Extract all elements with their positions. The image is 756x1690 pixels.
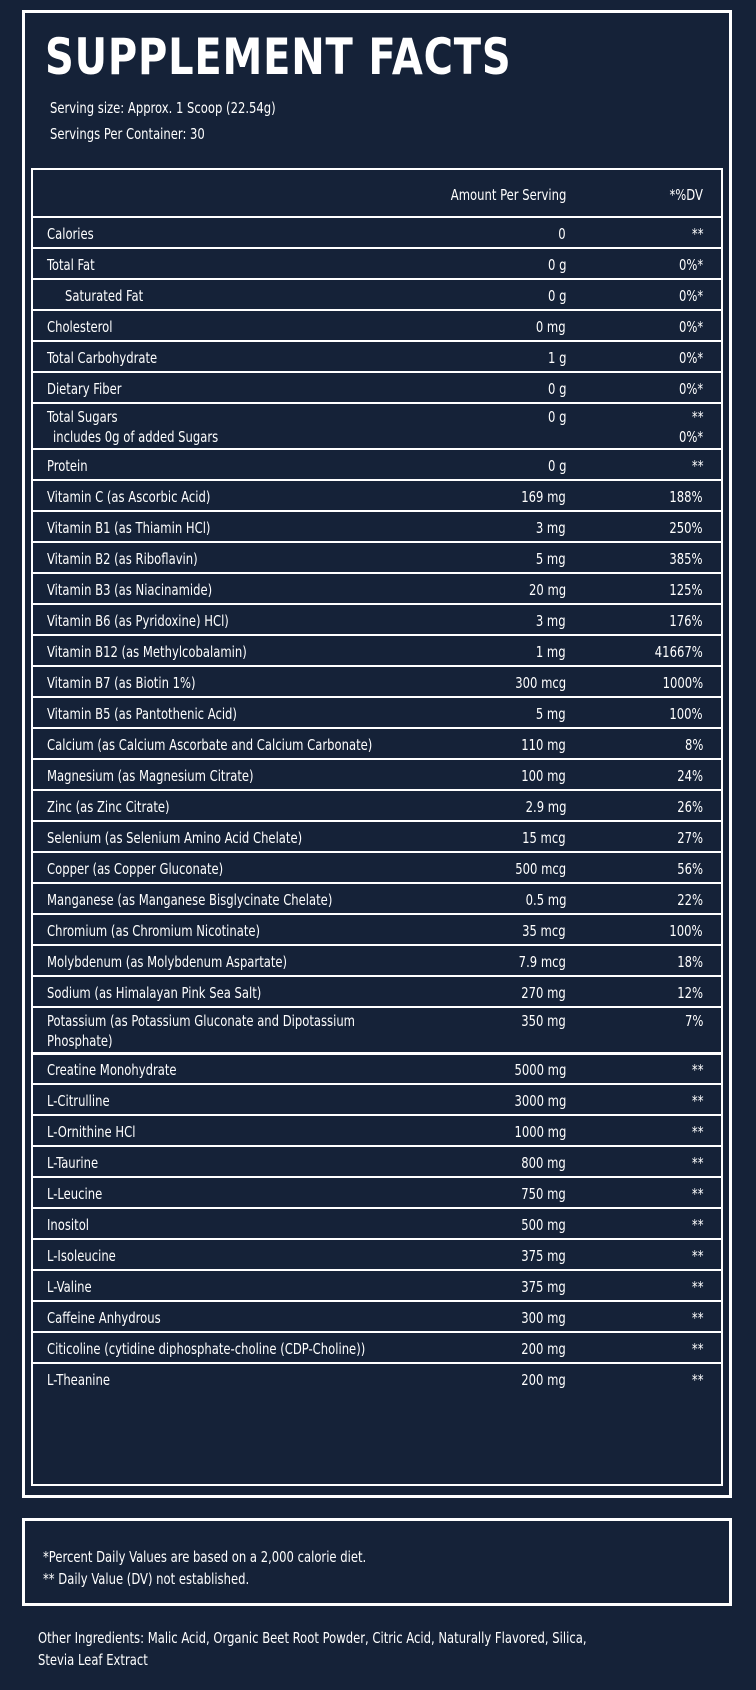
table-row [33, 311, 721, 342]
row-dv: 1000% [662, 674, 703, 692]
other-ingredients-line-2: Stevia Leaf Extract [38, 1651, 148, 1669]
panel-title: SUPPLEMENT FACTS [45, 28, 512, 86]
row-dv: ** [691, 1247, 703, 1265]
row-amount: 300 mg [521, 1309, 566, 1327]
table-row [33, 791, 721, 822]
row-amount: 110 mg [521, 736, 566, 754]
row-amount: 2.9 mg [525, 798, 566, 816]
table-row [33, 1116, 721, 1147]
row-name: Magnesium (as Magnesium Citrate) [47, 767, 254, 785]
header-dv: *%DV [669, 186, 703, 204]
row-dv: ** [691, 1185, 703, 1203]
row-sub-name: includes 0g of added Sugars [53, 428, 219, 446]
row-name: Manganese (as Manganese Bisglycinate Chelate) [47, 891, 333, 909]
row-amount: 375 mg [521, 1278, 566, 1296]
row-name: Dietary Fiber [47, 380, 122, 398]
table-row [33, 481, 721, 512]
table-row [33, 853, 721, 884]
row-amount: 800 mg [521, 1154, 566, 1172]
table-row [33, 342, 721, 373]
row-name: Calories [47, 225, 94, 243]
row-name: L-Isoleucine [47, 1247, 116, 1265]
row-dv: 26% [677, 798, 703, 816]
row-amount: 300 mcg [515, 674, 566, 692]
row-name: L-Leucine [47, 1185, 103, 1203]
table-row [33, 822, 721, 853]
row-name: Vitamin B1 (as Thiamin HCl) [47, 519, 211, 537]
row-amount: 1 mg [536, 643, 566, 661]
row-amount: 350 mg [521, 1012, 566, 1030]
row-amount: 270 mg [521, 984, 566, 1002]
row-name: Total Fat [47, 256, 95, 274]
row-amount: 3 mg [536, 612, 566, 630]
row-dv: 250% [669, 519, 703, 537]
row-dv: ** [691, 457, 703, 475]
row-dv: ** [691, 1278, 703, 1296]
row-dv: 100% [669, 922, 703, 940]
other-ingredients-line-1: Other Ingredients: Malic Acid, Organic Beet Root Powder, Citric Acid, Naturally Flavored, Silica, [38, 1629, 587, 1647]
row-name: Protein [47, 457, 88, 475]
row-amount: 5000 mg [514, 1061, 566, 1079]
table-row [33, 1085, 721, 1116]
row-amount: 20 mg [528, 581, 566, 599]
row-name: Inositol [47, 1216, 90, 1234]
table-row [33, 946, 721, 977]
row-dv: ** [691, 225, 703, 243]
row-dv: 125% [669, 581, 703, 599]
row-dv: 176% [669, 612, 703, 630]
table-row [33, 1008, 721, 1055]
row-amount: 100 mg [521, 767, 566, 785]
row-name: Potassium (as Potassium Gluconate and Dipotassium [47, 1012, 356, 1030]
row-dv: ** [691, 1061, 703, 1079]
row-dv: 385% [669, 550, 703, 568]
row-amount: 0 g [547, 287, 566, 305]
row-dv: ** [691, 1371, 703, 1389]
row-amount: 3 mg [536, 519, 566, 537]
footnote-dv-basis: *Percent Daily Values are based on a 2,000 calorie diet. [43, 1548, 367, 1566]
row-name: Vitamin C (as Ascorbic Acid) [47, 488, 211, 506]
table-row [33, 977, 721, 1008]
row-name: Vitamin B3 (as Niacinamide) [47, 581, 213, 599]
row-amount: 1000 mg [514, 1123, 566, 1141]
row-name: Caffeine Anhydrous [47, 1309, 161, 1327]
row-dv: 24% [677, 767, 703, 785]
row-name: Vitamin B6 (as Pyridoxine) HCl) [47, 612, 229, 630]
row-amount: 0 g [547, 256, 566, 274]
row-name: L-Theanine [47, 1371, 111, 1389]
row-dv: 41667% [655, 643, 703, 661]
row-amount: 5 mg [536, 705, 566, 723]
header-amount: Amount Per Serving [450, 186, 566, 204]
row-dv: 8% [684, 736, 703, 754]
table-row [33, 450, 721, 481]
row-dv: 0%* [678, 349, 703, 367]
serving-size: Serving size: Approx. 1 Scoop (22.54g) [50, 99, 276, 117]
table-row [33, 760, 721, 791]
row-name: Copper (as Copper Gluconate) [47, 860, 224, 878]
row-dv: ** [691, 408, 703, 426]
row-dv: ** [691, 1154, 703, 1172]
row-name: L-Valine [47, 1278, 92, 1296]
row-amount: 35 mcg [522, 922, 566, 940]
table-row [33, 1178, 721, 1209]
servings-per-container: Servings Per Container: 30 [50, 125, 205, 143]
row-dv: 100% [669, 705, 703, 723]
row-amount: 15 mcg [522, 829, 566, 847]
table-row [33, 1209, 721, 1240]
table-row [33, 1333, 721, 1364]
row-name: Vitamin B5 (as Pantothenic Acid) [47, 705, 237, 723]
row-dv: 0%* [678, 287, 703, 305]
row-amount: 0 g [547, 380, 566, 398]
row-dv: ** [691, 1092, 703, 1110]
row-amount: 0 g [547, 457, 566, 475]
table-header [33, 170, 721, 218]
row-name: Vitamin B7 (as Biotin 1%) [47, 674, 196, 692]
row-dv: 0%* [678, 380, 703, 398]
row-name: Saturated Fat [65, 287, 144, 305]
facts-table [31, 168, 723, 1486]
row-dv: 0%* [678, 318, 703, 336]
row-amount: 200 mg [521, 1371, 566, 1389]
row-amount: 0 mg [536, 318, 566, 336]
row-amount: 0.5 mg [525, 891, 566, 909]
table-row [33, 915, 721, 946]
table-row [33, 636, 721, 667]
table-row [33, 404, 721, 450]
supplement-facts-panel [22, 10, 732, 1498]
table-row [33, 884, 721, 915]
row-amount: 500 mcg [515, 860, 566, 878]
row-name: Citicoline (cytidine diphosphate-choline (CDP-Choline)) [47, 1340, 366, 1358]
row-name: L-Citrulline [47, 1092, 110, 1110]
table-row [33, 667, 721, 698]
row-name: Creatine Monohydrate [47, 1061, 177, 1079]
row-sub-dv: 0%* [678, 428, 703, 446]
table-row [33, 605, 721, 636]
row-amount: 500 mg [521, 1216, 566, 1234]
row-dv: 56% [677, 860, 703, 878]
row-dv: ** [691, 1216, 703, 1234]
row-amount: 7.9 mcg [518, 953, 566, 971]
row-amount: 200 mg [521, 1340, 566, 1358]
row-amount: 169 mg [521, 488, 566, 506]
row-amount: 5 mg [536, 550, 566, 568]
row-dv: 18% [677, 953, 703, 971]
table-row [33, 512, 721, 543]
row-dv: 22% [677, 891, 703, 909]
table-row [33, 280, 721, 311]
row-dv: 27% [677, 829, 703, 847]
row-name: Vitamin B2 (as Riboflavin) [47, 550, 198, 568]
row-amount: 0 [558, 225, 566, 243]
table-row [33, 1054, 721, 1085]
row-name: Cholesterol [47, 318, 113, 336]
row-name: Total Carbohydrate [47, 349, 158, 367]
footnote-dv-not-established: ** Daily Value (DV) not established. [43, 1570, 250, 1588]
table-row [33, 1302, 721, 1333]
table-row [33, 574, 721, 605]
table-row [33, 1271, 721, 1302]
row-dv: ** [691, 1309, 703, 1327]
row-name: Calcium (as Calcium Ascorbate and Calcium Carbonate) [47, 736, 373, 754]
table-row [33, 218, 721, 249]
footnotes-box [22, 1518, 732, 1606]
row-name: Molybdenum (as Molybdenum Aspartate) [47, 953, 288, 971]
row-amount: 0 g [547, 408, 566, 426]
table-row [33, 373, 721, 404]
row-dv: ** [691, 1123, 703, 1141]
table-row [33, 249, 721, 280]
row-amount: 3000 mg [514, 1092, 566, 1110]
table-row [33, 1147, 721, 1178]
row-dv: 0%* [678, 256, 703, 274]
table-row [33, 698, 721, 729]
row-dv: 188% [669, 488, 703, 506]
row-dv: 12% [677, 984, 703, 1002]
row-name: Vitamin B12 (as Methylcobalamin) [47, 643, 247, 661]
table-row [33, 543, 721, 574]
row-name: Chromium (as Chromium Nicotinate) [47, 922, 261, 940]
row-name: Sodium (as Himalayan Pink Sea Salt) [47, 984, 262, 1002]
table-row [33, 729, 721, 760]
row-name-line-2: Phosphate) [47, 1032, 113, 1050]
row-amount: 375 mg [521, 1247, 566, 1265]
row-name: L-Ornithine HCl [47, 1123, 136, 1141]
table-row [33, 1240, 721, 1271]
row-dv: ** [691, 1340, 703, 1358]
row-amount: 1 g [547, 349, 566, 367]
row-name: Selenium (as Selenium Amino Acid Chelate) [47, 829, 303, 847]
row-amount: 750 mg [521, 1185, 566, 1203]
row-dv: 7% [684, 1012, 703, 1030]
table-row [33, 1364, 721, 1393]
row-name: Zinc (as Zinc Citrate) [47, 798, 170, 816]
row-name: Total Sugars [47, 408, 118, 426]
row-name: L-Taurine [47, 1154, 99, 1172]
